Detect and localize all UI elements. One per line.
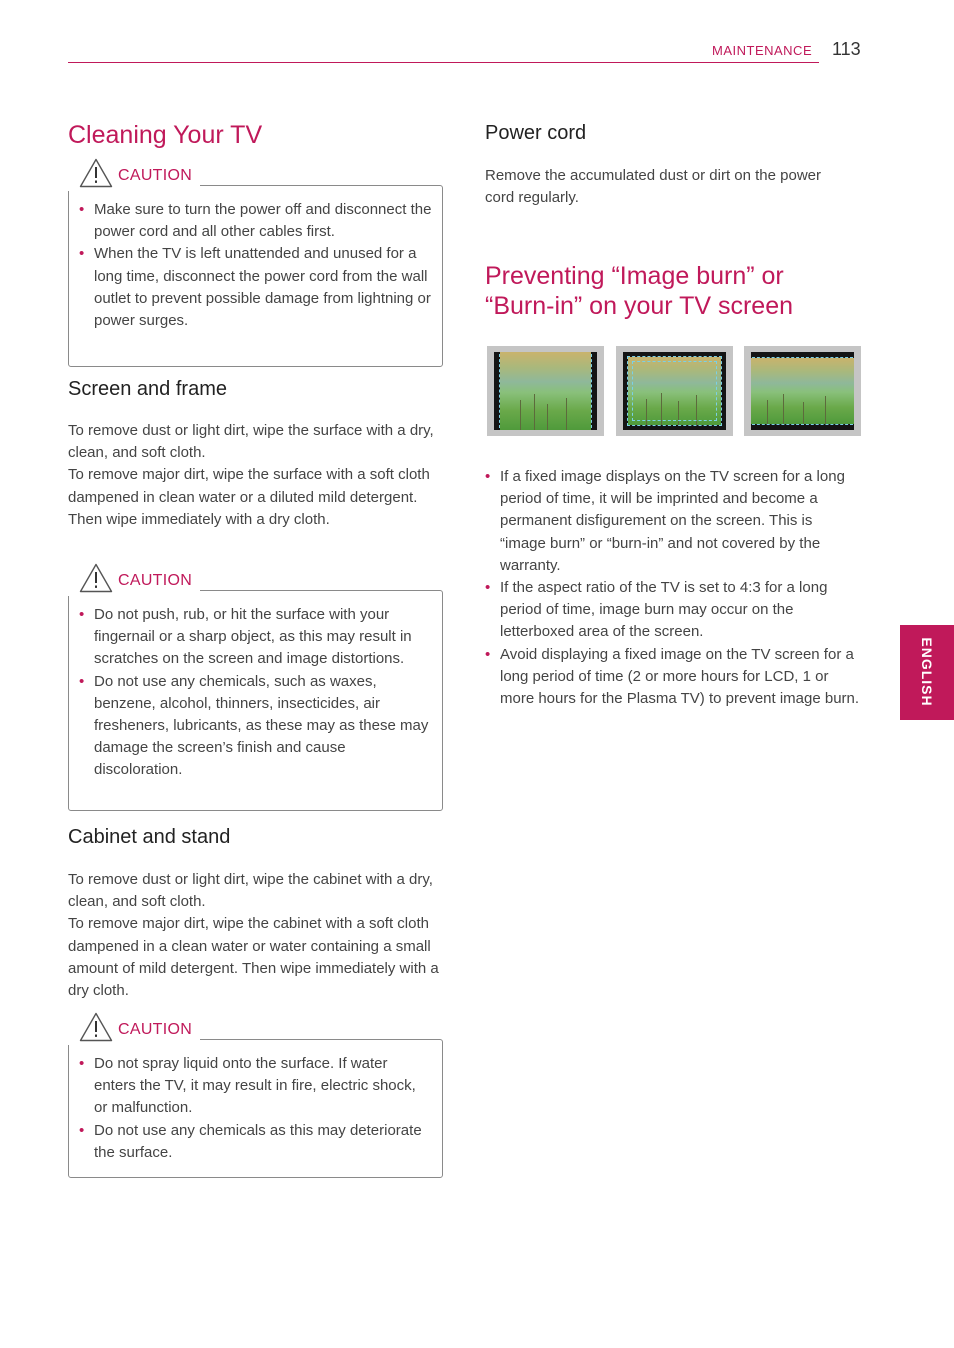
caution-label: CAUTION (118, 167, 193, 184)
caution-item: • When the TV is left unattended and unused for a long time, disconnect the power cord from the wall outlet to prevent possible damage from lightning or power surges. (79, 245, 431, 330)
language-tab-label: ENGLISH (919, 637, 935, 707)
caution-list (79, 199, 432, 332)
caution-list (79, 1053, 432, 1164)
caution-header (65, 566, 200, 596)
bullet-icon: • (79, 672, 85, 690)
burn-in-title: Preventing “Image burn” or “Burn-in” on your TV screen (485, 262, 793, 320)
caution-box-1 (68, 167, 443, 367)
warning-triangle-icon (79, 1012, 113, 1042)
warning-triangle-icon (79, 158, 113, 188)
caution-label: CAUTION (118, 572, 193, 589)
language-tab (900, 625, 954, 720)
bullet-icon: • (79, 1055, 85, 1072)
bullet-icon: • (79, 606, 85, 623)
caution-item: • Do not use any chemicals as this may deteriorate the surface. (79, 1121, 422, 1161)
burn-in-list (485, 466, 860, 710)
screen-frame-heading: Screen and frame (68, 378, 227, 400)
page-number: 113 (832, 39, 861, 59)
caution-item: • Do not use any chemicals, such as waxes, benzene, alcohol, thinners, insecticides, air fresheners, lubricants, as these may as these may damage the screen’s finish and cause discoloration. (79, 672, 429, 779)
tv-fixed-frame-image-icon (616, 346, 733, 436)
bullet-icon: • (79, 201, 85, 218)
cleaning-title: Cleaning Your TV (68, 121, 263, 149)
bullet-icon: • (485, 468, 491, 485)
caution-item: • Make sure to turn the power off and disconnect the power cord and all other cables first. (79, 201, 432, 241)
tv-pillarbox-image-icon (487, 346, 604, 436)
caution-label: CAUTION (118, 1021, 193, 1038)
power-cord-heading: Power cord (485, 122, 587, 144)
screen-frame-text: To remove dust or light dirt, wipe the surface with a dry, clean, and soft cloth. To remove major dirt, wipe the surface with a soft cloth dampened in clean water or a diluted mild detergent. Then wipe immediately with a dry cloth. (68, 422, 434, 528)
cabinet-stand-heading: Cabinet and stand (68, 826, 231, 848)
list-item: • If a fixed image displays on the TV screen for a long period of time, it will be imprinted and become a permanent disfigurement on the screen. This is “image burn” or “burn-in” and not covered by the warranty. (485, 468, 845, 574)
bullet-icon: • (485, 645, 491, 663)
cabinet-stand-text: To remove dust or light dirt, wipe the cabinet with a dry, clean, and soft cloth. To remove major dirt, wipe the cabinet with a soft cloth dampened in a clean water or water containing a small amount of mild detergent. Then wipe immediately with a dry cloth. (68, 871, 439, 1000)
caution-list (79, 604, 432, 782)
tv-letterbox-image-icon (744, 346, 861, 436)
caution-item: • Do not push, rub, or hit the surface with your fingernail or a sharp object, as this may result in scratches on the screen and image distortions. (79, 606, 412, 668)
caution-header (65, 1015, 200, 1045)
caution-item: • Do not spray liquid onto the surface. If water enters the TV, it may result in fire, electric shock, or malfunction. (79, 1055, 416, 1117)
caution-header (65, 161, 200, 191)
header-divider (68, 62, 819, 63)
warning-triangle-icon (79, 563, 113, 593)
running-header-section: MAINTENANCE (712, 43, 813, 58)
bullet-icon: • (79, 245, 85, 263)
power-cord-text: Remove the accumulated dust or dirt on the power cord regularly. (485, 167, 822, 207)
bullet-icon: • (79, 1121, 85, 1139)
list-item: • Avoid displaying a fixed image on the TV screen for a long period of time (2 or more hours for LCD, 1 or more hours for the Plasma TV) to prevent image burn. (485, 645, 860, 708)
list-item: • If the aspect ratio of the TV is set to 4:3 for a long period of time, image burn may occur on the letterboxed area of the screen. (485, 579, 828, 641)
caution-box-2 (68, 572, 443, 811)
bullet-icon: • (485, 579, 491, 597)
caution-box-3 (68, 1021, 443, 1178)
